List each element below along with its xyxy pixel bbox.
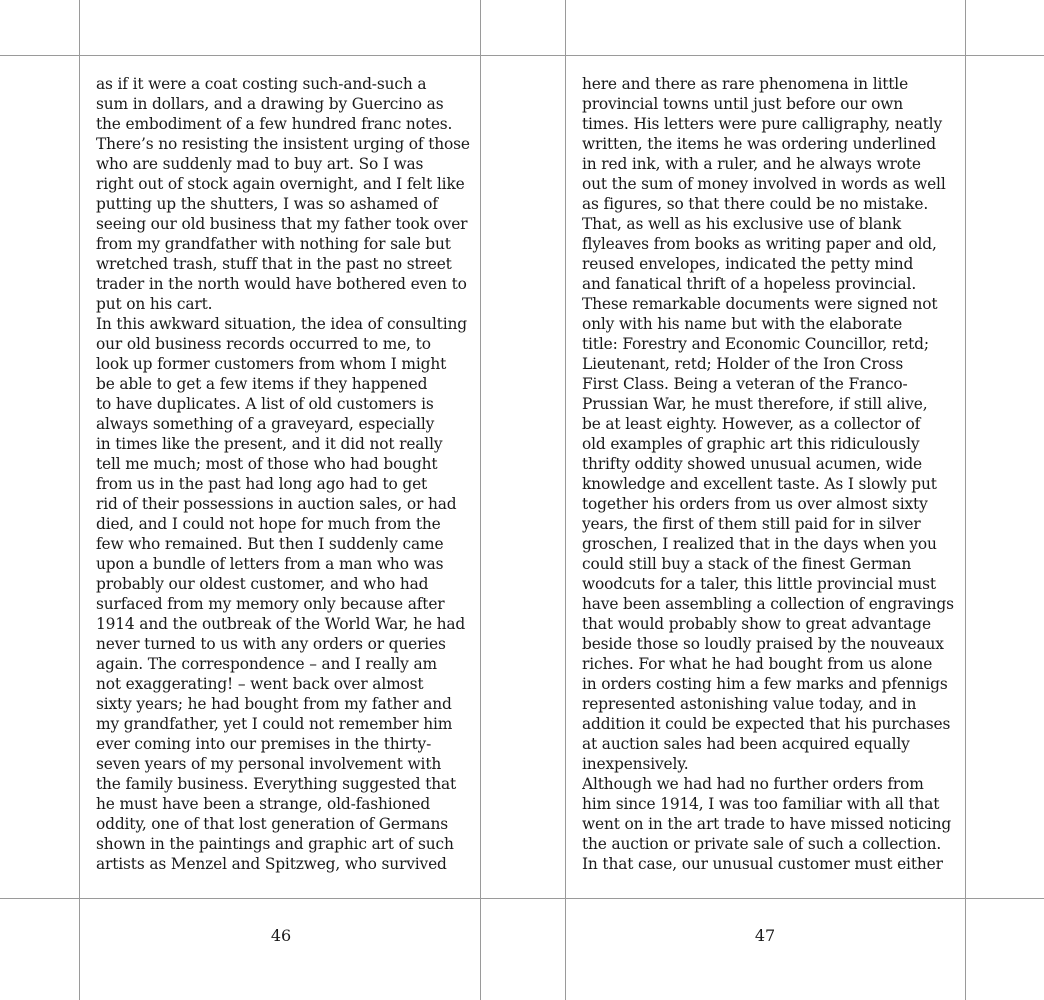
text-line: years, the first of them still paid for in silver xyxy=(582,515,921,533)
text-line: riches. For what he had bought from us alone xyxy=(582,655,933,673)
text-line: reused envelopes, indicated the petty mind xyxy=(582,255,914,273)
left-outer-guide-line xyxy=(79,0,80,1000)
text-line: few who remained. But then I suddenly came xyxy=(96,535,444,553)
text-line: old examples of graphic art this ridiculously xyxy=(582,435,920,453)
left-page-text xyxy=(96,74,496,874)
text-line: always something of a graveyard, especially xyxy=(96,415,435,433)
text-line: surfaced from my memory only because after xyxy=(96,595,445,613)
text-line: died, and I could not hope for much from the xyxy=(96,515,441,533)
text-line: Lieutenant, retd; Holder of the Iron Cross xyxy=(582,355,904,373)
text-line: putting up the shutters, I was so ashamed of xyxy=(96,195,438,213)
text-line: beside those so loudly praised by the nouveaux xyxy=(582,635,944,653)
text-line: 1914 and the outbreak of the World War, he had xyxy=(96,615,466,633)
text-line: right out of stock again overnight, and I felt like xyxy=(96,175,465,193)
text-line: sum in dollars, and a drawing by Guercino as xyxy=(96,95,444,113)
text-line: That, as well as his exclusive use of blank xyxy=(582,215,902,233)
text-line: be able to get a few items if they happened xyxy=(96,375,428,393)
text-line: trader in the north would have bothered even to xyxy=(96,275,467,293)
right-page-number: 47 xyxy=(754,926,776,945)
left-page-number: 46 xyxy=(270,926,292,945)
text-line: that would probably show to great advantage xyxy=(582,615,931,633)
text-line: he must have been a strange, old-fashioned xyxy=(96,795,431,813)
text-line: Prussian War, he must therefore, if still alive, xyxy=(582,395,928,413)
text-line: only with his name but with the elaborate xyxy=(582,315,903,333)
text-line: as if it were a coat costing such-and-such a xyxy=(96,75,427,93)
bottom-guide-line xyxy=(0,898,1044,899)
text-line: went on in the art trade to have missed noticing xyxy=(582,815,952,833)
text-line: upon a bundle of letters from a man who was xyxy=(96,555,444,573)
text-line: provincial towns until just before our own xyxy=(582,95,904,113)
text-line: here and there as rare phenomena in little xyxy=(582,75,909,93)
text-line: seeing our old business that my father took over xyxy=(96,215,468,233)
text-line: be at least eighty. However, as a collector of xyxy=(582,415,921,433)
text-line: never turned to us with any orders or queries xyxy=(96,635,446,653)
text-line: ever coming into our premises in the thirty- xyxy=(96,735,432,753)
text-line: In that case, our unusual customer must either xyxy=(582,855,943,873)
text-line: to have duplicates. A list of old customers is xyxy=(96,395,434,413)
top-guide-line xyxy=(0,55,1044,56)
text-line: could still buy a stack of the finest German xyxy=(582,555,912,573)
text-line: look up former customers from whom I might xyxy=(96,355,447,373)
text-line: the embodiment of a few hundred franc notes. xyxy=(96,115,453,133)
text-line: not exaggerating! – went back over almost xyxy=(96,675,424,693)
text-line: These remarkable documents were signed not xyxy=(582,295,938,313)
text-line: probably our oldest customer, and who had xyxy=(96,575,429,593)
text-line: the auction or private sale of such a collection. xyxy=(582,835,942,853)
text-line: wretched trash, stuff that in the past no street xyxy=(96,255,452,273)
text-line: woodcuts for a taler, this little provincial must xyxy=(582,575,936,593)
text-line: written, the items he was ordering underlined xyxy=(582,135,937,153)
text-line: There’s no resisting the insistent urging of those xyxy=(96,135,470,153)
text-line: together his orders from us over almost sixty xyxy=(582,495,928,513)
text-line: the family business. Everything suggested that xyxy=(96,775,457,793)
text-line: at auction sales had been acquired equally xyxy=(582,735,910,753)
right-page-text xyxy=(582,74,982,874)
text-line: artists as Menzel and Spitzweg, who survived xyxy=(96,855,447,873)
text-line: from my grandfather with nothing for sale but xyxy=(96,235,451,253)
text-line: inexpensively. xyxy=(582,755,689,773)
text-line: seven years of my personal involvement with xyxy=(96,755,442,773)
text-line: First Class. Being a veteran of the Franco- xyxy=(582,375,908,393)
right-inner-guide-line xyxy=(565,0,566,1000)
text-line: our old business records occurred to me, to xyxy=(96,335,431,353)
text-line: out the sum of money involved in words as well xyxy=(582,175,946,193)
text-line: represented astonishing value today, and in xyxy=(582,695,917,713)
text-line: sixty years; he had bought from my father and xyxy=(96,695,452,713)
text-line: my grandfather, yet I could not remember him xyxy=(96,715,453,733)
text-line: Although we had had no further orders from xyxy=(582,775,924,793)
text-line: and fanatical thrift of a hopeless provincial. xyxy=(582,275,917,293)
text-line: groschen, I realized that in the days when you xyxy=(582,535,937,553)
text-line: as figures, so that there could be no mistake. xyxy=(582,195,929,213)
text-line: in orders costing him a few marks and pfennigs xyxy=(582,675,948,693)
text-line: from us in the past had long ago had to get xyxy=(96,475,428,493)
text-line: In this awkward situation, the idea of consulting xyxy=(96,315,467,333)
text-line: title: Forestry and Economic Councillor, retd; xyxy=(582,335,929,353)
text-line: addition it could be expected that his purchases xyxy=(582,715,951,733)
text-line: rid of their possessions in auction sales, or had xyxy=(96,495,457,513)
text-line: times. His letters were pure calligraphy, neatly xyxy=(582,115,942,133)
text-line: him since 1914, I was too familiar with all that xyxy=(582,795,940,813)
text-line: knowledge and excellent taste. As I slowly put xyxy=(582,475,937,493)
text-line: in red ink, with a ruler, and he always wrote xyxy=(582,155,921,173)
text-line: again. The correspondence – and I really am xyxy=(96,655,437,673)
text-line: flyleaves from books as writing paper and old, xyxy=(582,235,937,253)
text-line: have been assembling a collection of engravings xyxy=(582,595,954,613)
text-line: oddity, one of that lost generation of Germans xyxy=(96,815,449,833)
text-line: in times like the present, and it did not really xyxy=(96,435,443,453)
text-line: put on his cart. xyxy=(96,295,213,313)
text-line: tell me much; most of those who had bought xyxy=(96,455,438,473)
text-line: thrifty oddity showed unusual acumen, wide xyxy=(582,455,923,473)
text-line: who are suddenly mad to buy art. So I was xyxy=(96,155,424,173)
text-line: shown in the paintings and graphic art of such xyxy=(96,835,454,853)
